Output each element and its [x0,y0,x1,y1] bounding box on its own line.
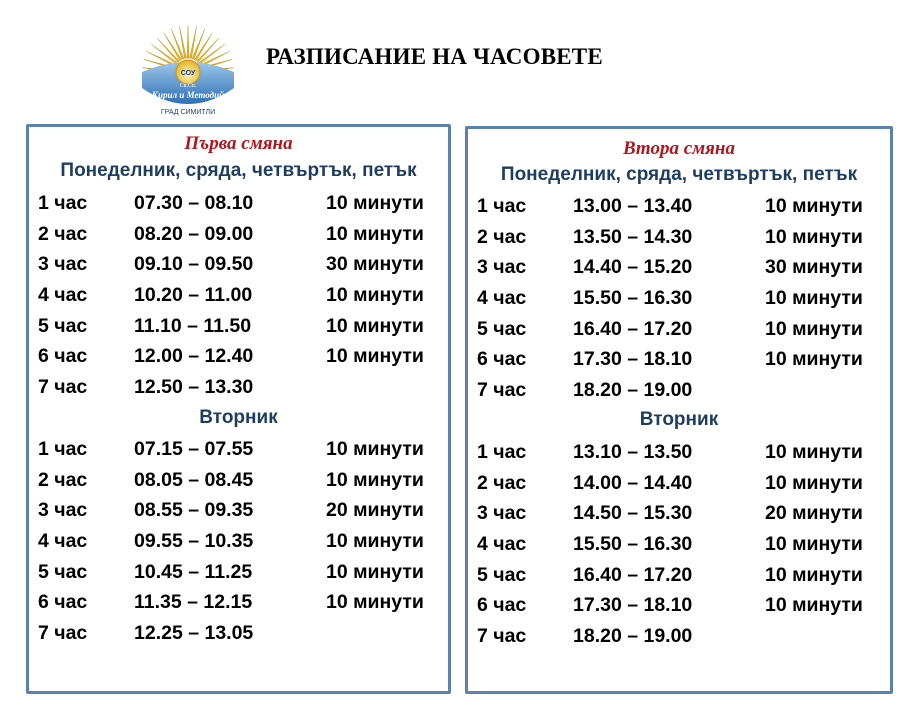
lesson-number: 7 час [477,625,527,648]
lesson-time: 10.45 – 11.25 [134,560,253,583]
lesson-number: 7 час [38,622,88,645]
lesson-number: 2 час [38,222,88,245]
break-duration: 20 минути [326,499,424,522]
lesson-number: 5 час [38,560,88,583]
lesson-time: 07.15 – 07.55 [134,438,254,460]
break-duration: 10 минути [765,563,863,586]
lesson-time: 16.40 – 17.20 [573,317,693,340]
days-heading: Понеделник, сряда, четвъртък, петък [500,164,858,185]
second-shift-panel [465,126,893,694]
lesson-time: 17.30 – 18.10 [573,594,693,617]
lesson-time: 09.55 – 10.35 [134,530,254,553]
lesson-number: 1 час [38,438,88,460]
lesson-number: 6 час [38,345,88,368]
lesson-time: 12.50 – 13.30 [134,376,254,399]
lesson-number: 5 час [38,314,88,337]
lesson-time: 15.50 – 16.30 [573,287,693,310]
schedule-row [468,225,890,256]
break-duration: 10 минути [765,594,863,617]
lesson-time: 16.40 – 17.20 [573,563,693,586]
schedule-block-regular [29,191,448,406]
lesson-number: 4 час [477,533,527,556]
lesson-time: 10.20 – 11.00 [134,284,253,307]
shift-title: Първа смяна [184,133,293,154]
lesson-number: 3 час [38,499,88,522]
lesson-time: 18.20 – 19.00 [573,379,693,402]
break-duration: 10 минути [765,441,863,463]
schedule-row [29,590,448,621]
schedule-row [468,286,890,317]
page-title: РАЗПИСАНИЕ НА ЧАСОВЕТЕ [266,44,603,69]
schedule-row [29,529,448,560]
lesson-number: 6 час [477,594,527,617]
lesson-number: 5 час [477,563,527,586]
schedule-row [468,440,890,471]
break-duration: 10 минути [326,314,424,337]
lesson-number: 1 час [38,192,88,214]
lesson-time: 09.10 – 09.50 [134,253,254,276]
lesson-number: 4 час [477,287,527,310]
svg-text:Св.Св.: Св.Св. [179,83,197,89]
schedule-row [468,593,890,624]
first-shift-panel [26,124,451,694]
schedule-row [29,375,448,406]
schedule-row [29,222,448,253]
lesson-time: 07.30 – 08.10 [134,192,254,214]
break-duration: 10 минути [326,192,424,214]
lesson-number: 7 час [477,379,527,402]
break-duration: 10 минути [765,348,863,371]
schedule-row [468,624,890,655]
schedule-block-tuesday [29,437,448,652]
svg-text:ГРАД СИМИТЛИ: ГРАД СИМИТЛИ [160,109,216,116]
break-duration: 10 минути [765,195,863,217]
lesson-number: 3 час [38,253,88,276]
lesson-number: 2 час [477,225,527,248]
lesson-time: 12.25 – 13.05 [134,622,254,645]
break-duration: 10 минути [326,345,424,368]
days-heading: Понеделник, сряда, четвъртък, петък [60,160,417,181]
lesson-time: 08.20 – 09.00 [134,222,254,245]
lesson-time: 13.00 – 13.40 [573,195,693,217]
lesson-number: 5 час [477,317,527,340]
schedule-row [468,194,890,225]
sun-ray [187,26,189,58]
break-duration: 10 минути [326,222,424,245]
schedule-row [29,344,448,375]
break-duration: 20 минути [765,502,863,525]
break-duration: 10 минути [765,471,863,494]
lesson-time: 08.05 – 08.45 [134,468,254,491]
lesson-time: 13.10 – 13.50 [573,441,693,463]
lesson-number: 1 час [477,441,527,463]
schedule-row [468,347,890,378]
schedule-row [29,560,448,591]
lesson-time: 11.10 – 11.50 [134,314,252,337]
break-duration: 10 минути [326,530,424,553]
schedule-row [468,501,890,532]
lesson-time: 14.40 – 15.20 [573,256,693,279]
lesson-number: 3 час [477,502,527,525]
break-duration: 10 минути [765,287,863,310]
schedule-row [29,468,448,499]
lesson-time: 14.00 – 14.40 [573,471,693,494]
lesson-time: 14.50 – 15.30 [573,502,693,525]
break-duration: 30 минути [765,256,863,279]
schedule-row [29,252,448,283]
lesson-number: 4 час [38,284,88,307]
break-duration: 10 минути [765,317,863,340]
svg-text:СОУ: СОУ [180,70,196,77]
schedule-row [468,317,890,348]
lesson-number: 6 час [477,348,527,371]
lesson-number: 2 час [477,471,527,494]
schedule-row [29,283,448,314]
schedule-row [468,563,890,594]
tuesday-heading: Вторник [199,407,278,428]
lesson-time: 12.00 – 12.40 [134,345,254,368]
break-duration: 10 минути [326,591,424,614]
lesson-number: 7 час [38,376,88,399]
schedule-row [468,255,890,286]
break-duration: 10 минути [765,533,863,556]
break-duration: 10 минути [326,284,424,307]
school-logo [136,14,240,120]
schedule-row [468,471,890,502]
lesson-time: 15.50 – 16.30 [573,533,693,556]
shift-title: Втора смяна [623,138,735,159]
break-duration: 30 минути [326,253,424,276]
lesson-number: 4 час [38,530,88,553]
schedule-block-regular [468,194,890,409]
schedule-row [468,532,890,563]
break-duration: 10 минути [326,560,424,583]
tuesday-heading: Вторник [639,409,719,430]
schedule-row [29,191,448,222]
lesson-number: 1 час [477,195,527,217]
lesson-time: 17.30 – 18.10 [573,348,693,371]
lesson-time: 08.55 – 09.35 [134,499,254,522]
lesson-number: 3 час [477,256,527,279]
lesson-time: 13.50 – 14.30 [573,225,693,248]
schedule-block-tuesday [468,440,890,655]
schedule-row [29,498,448,529]
lesson-number: 6 час [38,591,88,614]
schedule-row [29,314,448,345]
lesson-time: 11.35 – 12.15 [134,591,253,614]
break-duration: 10 минути [326,438,424,460]
lesson-number: 2 час [38,468,88,491]
schedule-row [468,378,890,409]
lesson-time: 18.20 – 19.00 [573,625,693,648]
schedule-row [29,621,448,652]
svg-text:Кирил и Методий: Кирил и Методий [151,90,225,100]
break-duration: 10 минути [765,225,863,248]
break-duration: 10 минути [326,468,424,491]
schedule-row [29,437,448,468]
